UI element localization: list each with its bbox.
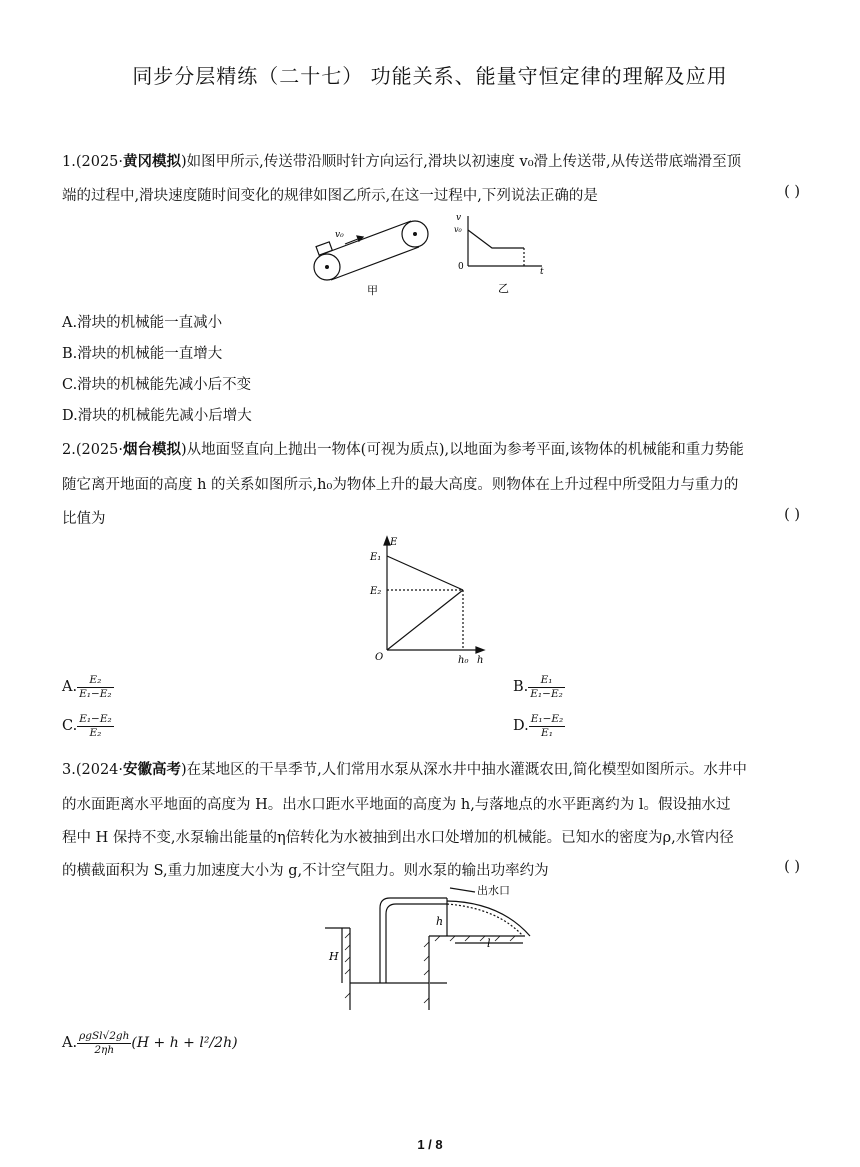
q1-fig-yi-label: 乙 xyxy=(498,282,509,295)
q2-line1: 2.(2025·烟台模拟)从地面竖直向上抛出一物体(可视为质点),以地面为参考平面,该物体的机械能和重力势能 xyxy=(62,441,744,458)
q2-fig-O-label: O xyxy=(375,652,384,663)
q1-fig-zero-label: 0 xyxy=(458,262,464,272)
q3-fig-h-label: h xyxy=(436,915,444,928)
q1-option-d: D.滑块的机械能先减小后增大 xyxy=(62,408,252,424)
q3-line4: 的横截面积为 S,重力加速度大小为 g,不计空气阻力。则水泵的输出功率约为 xyxy=(62,863,549,879)
q2-option-d: D. $\frac{\text{E₁−E₂}}{\text{E₁}}$ xyxy=(513,713,564,739)
q2-fig-E-label: E xyxy=(390,537,398,548)
q2-option-a: A. $\frac{\text{E₂}}{\text{E₁−E₂}}$ xyxy=(62,674,112,700)
q2-fig-E1-label: E₁ xyxy=(370,552,382,563)
q1-fig-t-label: t xyxy=(540,267,544,277)
q3-line3: 程中 H 保持不变,水泵输出能量的η倍转化为水被抽到出水口处增加的机械能。已知水的密度为ρ,水管内径 xyxy=(62,830,734,846)
q1-source: 黄冈模拟 xyxy=(123,153,182,170)
q1-figure-vt-graph xyxy=(450,210,560,300)
q2-line2: 随它离开地面的高度 h 的关系如图所示,h₀为物体上升的最大高度。则物体在上升过程中所受阻力与重力的 xyxy=(62,477,739,493)
q1-fig-v-label: v xyxy=(456,213,462,223)
q2-fig-E2-label: E₂ xyxy=(370,586,382,597)
q2-fig-h-label: h xyxy=(477,655,484,666)
q3-figure-pump-well xyxy=(325,880,565,1020)
page-number: 1 / 8 xyxy=(417,1137,443,1152)
q1-fig-jia-label: 甲 xyxy=(367,284,378,297)
q2-source: 烟台模拟 xyxy=(123,441,182,458)
q3-fig-outlet-label: 出水口 xyxy=(477,884,510,897)
q1-option-c: C.滑块的机械能先减小后不变 xyxy=(62,377,252,393)
q3-answer-paren: ( ) xyxy=(784,859,800,875)
q1-fig-v0-label: v₀ xyxy=(335,230,344,240)
q3-source: 安徽高考 xyxy=(123,761,182,778)
q2-line3: 比值为 xyxy=(62,511,106,527)
q3-fig-l-label: l xyxy=(487,937,491,950)
q1-option-a: A.滑块的机械能一直减小 xyxy=(62,315,223,331)
q1-line1: 1.(2025·黄冈模拟)如图甲所示,传送带沿顺时针方向运行,滑块以初速度 v₀滑上传送带,从传送带底端滑至顶 xyxy=(62,153,742,170)
q2-answer-paren: ( ) xyxy=(784,507,800,523)
q1-option-b: B.滑块的机械能一直增大 xyxy=(62,346,223,362)
q2-option-c: C. $\frac{\text{E₁−E₂}}{\text{E₂}}$ xyxy=(62,713,112,739)
q1-line2: 端的过程中,滑块速度随时间变化的规律如图乙所示,在这一过程中,下列说法正确的是 xyxy=(62,188,598,204)
q3-option-a: A. $\frac{\text{ρgSl√2gh}}{2\eta h}$ (H + h + l²/2h) xyxy=(62,1030,238,1056)
q2-option-b: B. $\frac{\text{E₁}}{\text{E₁−E₂}}$ xyxy=(513,674,563,700)
q3-line2: 的水面距离水平地面的高度为 H。出水口距水平地面的高度为 h,与落地点的水平距离约为 l。假设抽水过 xyxy=(62,797,731,813)
q3-fig-H-label: H xyxy=(329,950,339,963)
q2-fig-h0-label: h₀ xyxy=(458,655,469,666)
q3-line1: 3.(2024·安徽高考)在某地区的干旱季节,人们常用水泵从深水井中抽水灌溉农田,简化模型如图所示。水井中 xyxy=(62,761,747,778)
q2-figure-energy-graph xyxy=(365,533,495,668)
q1-fig-v0-axis-label: v₀ xyxy=(454,225,462,234)
page-title: 同步分层精练（二十七） 功能关系、能量守恒定律的理解及应用 xyxy=(132,64,728,88)
q1-figure-conveyor xyxy=(305,212,445,297)
q1-answer-paren: ( ) xyxy=(784,184,800,200)
